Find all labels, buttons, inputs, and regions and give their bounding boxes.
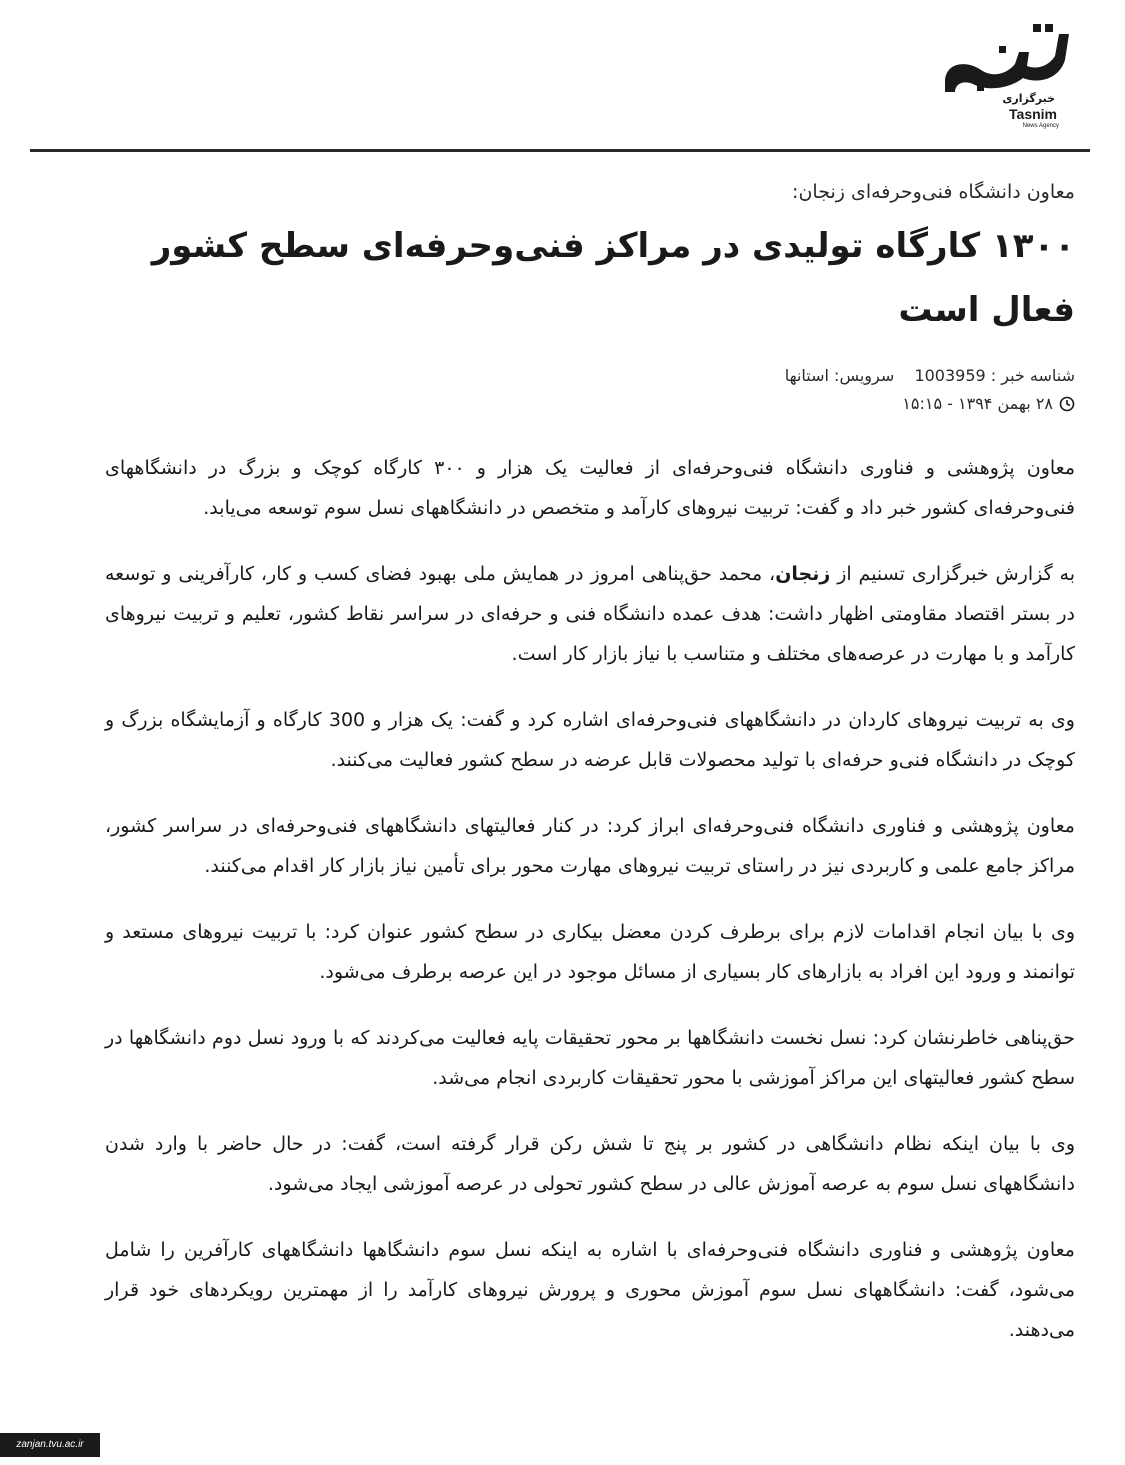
p2-rest: ، محمد حق‌پناهی امروز در همایش ملی بهبود فضای کسب و کار، کارآفرینی و bbox=[155, 563, 776, 585]
article-paragraph-1: معاون پژوهشی و فناوری دانشگاه فنی‌وحرفه‌ای از فعالیت یک هزار و ۳۰۰ کارگاه کوچک و بزرگ در دانشگاههای فنی‌وحرفه‌ای کشور خبر داد و گفت: تربیت نیروهای کارآمد و متخصص در دانشگاههای نسل سوم توسعه می‌یابد. bbox=[105, 457, 1075, 519]
article-kicker: معاون دانشگاه فنی‌وحرفه‌ای زنجان: bbox=[792, 181, 1075, 203]
article-datetime: ۲۸ بهمن ۱۳۹۴ - ۱۵:۱۵ bbox=[902, 394, 1053, 413]
p2-city: زنجان bbox=[775, 563, 831, 585]
article-paragraph-7: وی با بیان اینکه نظام دانشگاهی در کشور بر پنج تا شش رکن قرار گرفته است، گفت: در حال حاضر با وارد شدن دانشگاههای نسل سوم به عرصه آموزش عالی در سطح کشور تحولی در عرصه آموزشی ایجاد می‌شود. bbox=[105, 1133, 1075, 1195]
article-meta bbox=[105, 362, 1075, 390]
news-id-label: شناسه خبر : bbox=[990, 366, 1075, 385]
article bbox=[105, 178, 1075, 1376]
header-divider bbox=[30, 149, 1090, 152]
article-paragraph-2 bbox=[105, 554, 1075, 674]
article-date bbox=[105, 390, 1075, 418]
article-paragraph-5: وی با بیان انجام اقدامات لازم برای برطرف کردن معضل بیکاری در سطح کشور عنوان کرد: با تربیت نیروهای مستعد و توانمند و ورود این افراد به بازارهای کار بسیاری از مسائل موجود در این عرصه برطرف می‌شود. bbox=[105, 921, 1075, 983]
article-paragraph-3: وی به تربیت نیروهای کاردان در دانشگاههای فنی‌وحرفه‌ای اشاره کرد و گفت: یک هزار و 300 کارگاه و آزمایشگاه بزرگ و کوچک در دانشگاه فنی‌و حرفه‌ای با تولید محصولات قابل عرضه در سطح کشور فعالیت می‌کنند. bbox=[105, 709, 1075, 771]
tasnim-logo-mark bbox=[937, 22, 1077, 96]
p2-continuation: توسعه در بستر اقتصاد مقاومتی اظهار داشت: هدف عمده دانشگاه فنی و حرفه‌ای در سراسر نقاط کشور، تعلیم و تربیت نیروهای کارآمد و با مهارت در عرصه‌های مختلف و متناسب با نیاز بازار کار است. bbox=[105, 563, 1075, 665]
logo-fa-label: خبرگزاری bbox=[1002, 92, 1055, 105]
service-label: سرویس: bbox=[834, 366, 895, 385]
article-paragraph-4: معاون پژوهشی و فناوری دانشگاه فنی‌وحرفه‌ای ابراز کرد: در کنار فعالیتهای دانشگاههای فنی‌وحرفه‌ای در سراسر کشور، مراکز جامع علمی و کاربردی نیز در راستای تربیت نیروهای مهارت محور برای تأمین نیاز بازار کار اقدام می‌کنند. bbox=[105, 815, 1075, 877]
article-body bbox=[105, 448, 1075, 1350]
article-paragraph-8: معاون پژوهشی و فناوری دانشگاه فنی‌وحرفه‌ای با اشاره به اینکه نسل سوم دانشگاهها دانشگاههای کارآفرین را شامل می‌شود، گفت: دانشگاههای نسل سوم آموزش محوری و پرورش نیروهای کارآمد را از مهمترین رویکردهای خود قرار می‌دهند. bbox=[105, 1239, 1075, 1341]
article-title: ۱۳۰۰ کارگاه تولیدی در مراکز فنی‌وحرفه‌ای سطح کشور فعال است bbox=[151, 226, 1075, 330]
logo-en-label: Tasnim bbox=[1009, 106, 1057, 122]
tasnim-logo bbox=[937, 22, 1077, 129]
clock-icon bbox=[1059, 396, 1075, 412]
article-paragraph-6: حق‌پناهی خاطرنشان کرد: نسل نخست دانشگاهها بر محور تحقیقات پایه فعالیت می‌کردند که با ورود نسل دوم دانشگاهها در سطح کشور فعالیتهای این مراکز آموزشی با محور تحقیقات کاربردی انجام می‌شد. bbox=[105, 1027, 1075, 1089]
site-watermark: zanjan.tvu.ac.ir bbox=[0, 1433, 100, 1457]
service-value: استانها bbox=[784, 366, 829, 385]
news-id-value: 1003959 bbox=[914, 366, 986, 385]
p2-lead: به گزارش خبرگزاری تسنیم از bbox=[830, 563, 1076, 585]
logo-sub-label: News Agency bbox=[1022, 123, 1059, 129]
